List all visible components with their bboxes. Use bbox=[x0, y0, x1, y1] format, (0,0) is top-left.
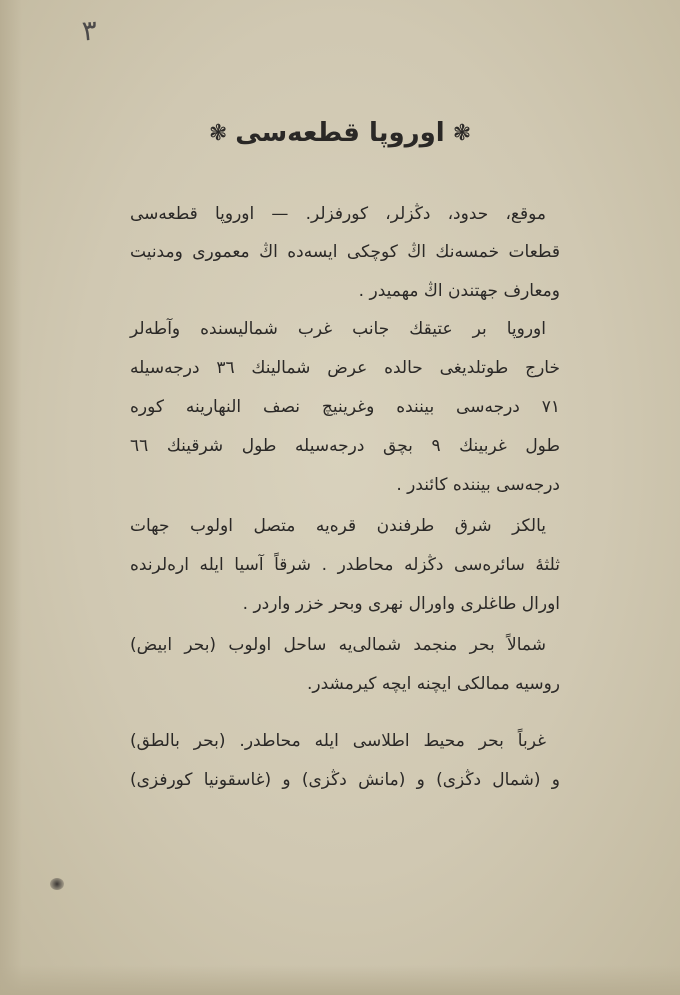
text-line: روسیه ممالكی ایچنه ایچه كیرمشدر. bbox=[307, 674, 560, 694]
text-line: اوروپا بر عتیقك جانب غرب شمالیسنده وآطه‌لر bbox=[130, 319, 546, 339]
text-line: اورال طاغلری واورال نهری وبحر خزر واردر . bbox=[242, 594, 560, 614]
text-line: ثلثهٔ سائره‌سی دڭزله محاطدر . شرقاً آسیا ایله اره‌لرنده bbox=[130, 555, 560, 575]
text-line: شمالاً بحر منجمد شمالی‌یه ساحل اولوب (بحر ابیض) bbox=[130, 635, 546, 655]
text-line: طول غربینك ٩ بچق درجه‌سیله طول شرقینك ٦٦ bbox=[130, 436, 560, 456]
section-heading bbox=[0, 118, 680, 148]
text-line: یالكز شرق طرفندن قره‌یه متصل اولوب جهات bbox=[130, 516, 546, 536]
heading-title: اوروپا قطعه‌سی bbox=[235, 118, 445, 148]
text-line: موقع، حدود، دڭزلر، كورفزلر. — اوروپا قطعه‌سی bbox=[130, 204, 546, 224]
text-line: خارج طوتلدیغی حالده عرض شمالینك ٣٦ درجه‌سیله bbox=[130, 358, 560, 378]
ornament-icon: ❃ bbox=[452, 121, 472, 146]
text-line: ٧١ درجه‌سی بیننده وغرینیچ نصف النهارینه كوره bbox=[130, 397, 560, 417]
ornament-icon: ❃ bbox=[208, 121, 228, 146]
text-line: ومعارف جهتندن اڭ مهمیدر . bbox=[358, 281, 560, 301]
text-line: و (شمال دڭزی) و (مانش دڭزی) و (غاسقونیا كورفزی) bbox=[130, 770, 560, 790]
ink-smudge bbox=[50, 878, 64, 890]
text-line: غرباً بحر محیط اطلاسی ایله محاطدر. (بحر بالطق) bbox=[130, 731, 546, 751]
text-line: درجه‌سی بیننده كائندر . bbox=[396, 475, 560, 495]
page-number: ٣ bbox=[80, 13, 99, 48]
text-line: قطعات خمسه‌نك اڭ كوچكی ایسه‌ده اڭ معموری ومدنیت bbox=[130, 242, 560, 262]
